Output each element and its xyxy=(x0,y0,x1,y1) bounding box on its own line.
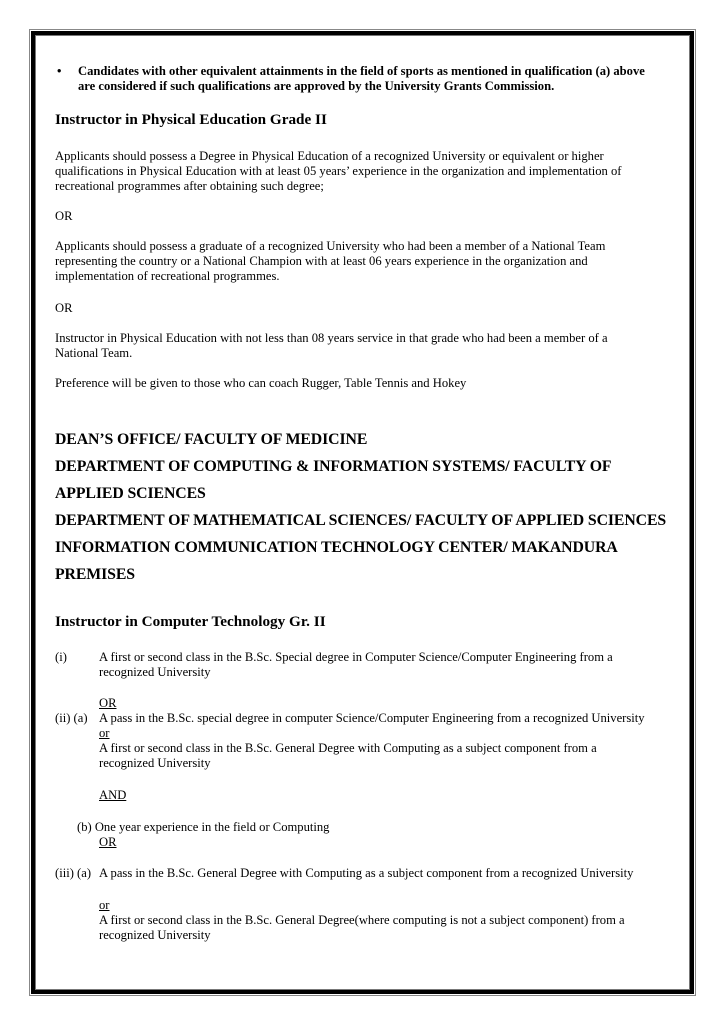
dept-heading-2: DEPARTMENT OF COMPUTING & INFORMATION SYSTEMS/ FACULTY OF xyxy=(55,458,612,475)
ct-item-iii-a: A pass in the B.Sc. General Degree with Computing as a subject component from a recognized University xyxy=(99,866,634,880)
pe-para2-line3: implementation of recreational programmes. xyxy=(55,269,280,283)
dept-heading-6: PREMISES xyxy=(55,566,135,583)
ct-or-b: or xyxy=(99,726,110,740)
pe-para3-line1: Instructor in Physical Education with not less than 08 years service in that grade who had been a member of a xyxy=(55,331,608,345)
dept-heading-5: INFORMATION COMMUNICATION TECHNOLOGY CENTER/ MAKANDURA xyxy=(55,539,618,556)
pe-heading: Instructor in Physical Education Grade II xyxy=(55,111,327,128)
ct-item-iii-a2-line1: A first or second class in the B.Sc. General Degree(where computing is not a subject component) from a xyxy=(99,913,625,927)
ct-item-ii-a: A pass in the B.Sc. special degree in computer Science/Computer Engineering from a recognized University xyxy=(99,711,645,725)
pe-para1-line2: qualifications in Physical Education with at least 05 years’ experience in the organization and implementation of xyxy=(55,164,622,178)
ct-and: AND xyxy=(99,788,127,802)
ct-item-i-line2: recognized University xyxy=(99,665,211,679)
ct-item-i-label: (i) xyxy=(55,650,67,664)
ct-or-a: OR xyxy=(99,696,117,710)
ct-item-ii-a2-line1: A first or second class in the B.Sc. General Degree with Computing as a subject component from a xyxy=(99,741,597,755)
pe-para1-line1: Applicants should possess a Degree in Physical Education of a recognized University or equivalent or higher xyxy=(55,149,604,163)
pe-para3-line2: National Team. xyxy=(55,346,133,360)
bullet-note-line1: Candidates with other equivalent attainments in the field of sports as mentioned in qualification (a) above xyxy=(78,64,645,78)
ct-item-ii-label: (ii) (a) xyxy=(55,711,88,725)
ct-item-ii-b: (b) One year experience in the field or Computing xyxy=(77,820,330,834)
ct-item-i-line1: A first or second class in the B.Sc. Special degree in Computer Science/Computer Engineering from a xyxy=(99,650,613,664)
pe-para2-line1: Applicants should possess a graduate of a recognized University who had been a member of a National Team xyxy=(55,239,606,253)
bullet-note-line2: are considered if such qualifications are approved by the University Grants Commission. xyxy=(78,79,555,93)
pe-para2-line2: representing the country or a National Champion with at least 06 years experience in the organization and xyxy=(55,254,588,268)
ct-or-d: or xyxy=(99,898,110,912)
pe-para1-line3: recreational programmes after obtaining such degree; xyxy=(55,179,324,193)
dept-heading-3: APPLIED SCIENCES xyxy=(55,485,206,502)
dept-heading-4: DEPARTMENT OF MATHEMATICAL SCIENCES/ FACULTY OF APPLIED SCIENCES xyxy=(55,512,667,529)
bullet-icon: • xyxy=(57,64,62,78)
ct-or-c: OR xyxy=(99,835,117,849)
ct-heading: Instructor in Computer Technology Gr. II xyxy=(55,613,326,630)
dept-heading-1: DEAN’S OFFICE/ FACULTY OF MEDICINE xyxy=(55,431,368,448)
pe-or1: OR xyxy=(55,209,73,223)
pe-or2: OR xyxy=(55,301,73,315)
ct-item-iii-a2-line2: recognized University xyxy=(99,928,211,942)
pe-preference: Preference will be given to those who can coach Rugger, Table Tennis and Hokey xyxy=(55,376,467,390)
ct-item-iii-label: (iii) (a) xyxy=(55,866,92,880)
ct-item-ii-a2-line2: recognized University xyxy=(99,756,211,770)
